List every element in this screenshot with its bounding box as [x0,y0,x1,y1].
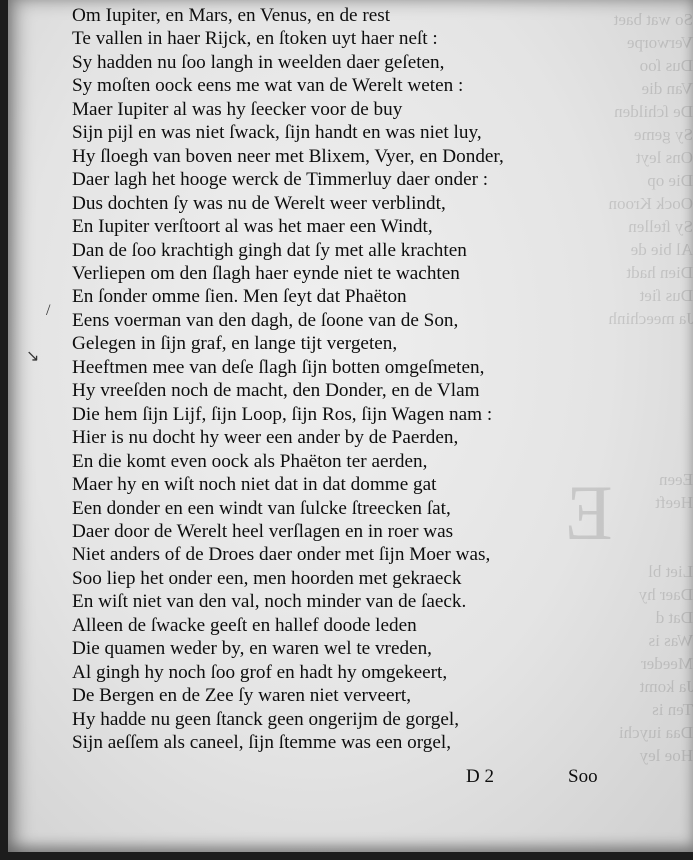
verse-line: Heeftmen mee van deſe ſlagh ſijn botten omgeſmeten, [72,356,485,378]
show-through-line [575,422,693,445]
show-through-line: Ja meechinh [608,309,693,328]
show-through-line: Van die [641,79,693,98]
show-through-line: Daa iuychi [618,723,693,742]
verse-line: Soo liep het onder een, men hoorden met gekraeck [72,567,462,589]
verse-line: Maer Iupiter al was hy ſeecker voor de buy [72,98,403,120]
signature-mark: D 2 [466,766,494,787]
show-through-line: Ons leyt [635,148,693,167]
show-through-text [575,0,693,852]
show-through-line: Sy ſtellen [628,217,693,236]
show-through-line: Dus ſiet [639,286,693,305]
verse-line: En die komt even oock als Phaëton ter aerden, [72,450,428,472]
margin-mark-slash: / [46,302,51,319]
show-through-line: Hoe ley [639,746,693,765]
verse-line: Sy hadden nu ſoo langh in weelden daer geſeten, [72,51,445,73]
verse-line: Verliepen om den ſlagh haer eynde niet te wachten [72,262,460,284]
verse-line: Hy ſloegh van boven neer met Blixem, Vyer, en Donder, [72,145,504,167]
verse-line: En Iupiter verſtoort al was het maer een Windt, [72,216,433,238]
verse-line: Daer lagh het hooge werck de Timmerluy daer onder : [72,169,489,191]
verse-line: Dan de ſoo krachtigh gingh dat ſy met alle krachten [72,239,467,261]
verse-line: Hier is nu docht hy weer een ander by de Paerden, [72,427,459,449]
verse-line: En wiſt niet van den val, noch minder van de ſaeck. [72,591,467,613]
show-through-line: Heeft [655,493,693,512]
verse-line: Sijn aeſſem als caneel, ſijn ſtemme was een orgel, [72,732,452,754]
show-through-line: Daer hy [638,585,693,604]
show-through-line: Was is [648,631,693,650]
verse-line: Die quamen weder by, en waren wel te vreden, [72,638,432,660]
verse-line: Sijn pijl en was niet ſwack, ſijn handt en was niet luy, [72,122,482,144]
show-through-line: Al bie de [630,240,693,259]
verse-line: Die hem ſijn Lijf, ſijn Loop, ſijn Ros, ſijn Wagen nam : [72,403,493,425]
verse-line: En ſonder omme ſien. Men ſeyt dat Phaëton [72,286,407,308]
show-through-initial-capital: E [565,469,613,556]
show-through-line: Verworpe [626,33,693,52]
verse-line: Gelegen in ſijn graf, en lange tijt vergeten, [72,333,398,355]
show-through-line [575,399,693,422]
poem-text [72,4,504,755]
show-through-line: Meeder [641,654,693,673]
verse-line: Al gingh hy noch ſoo grof en hadt hy omgekeert, [72,661,448,683]
verse-line: Een donder en een windt van ſulcke ſtreecken ſat, [72,497,451,519]
show-through-line: Eeen [659,470,693,489]
verse-line: Niet anders of de Droes daer onder met ſijn Moer was, [72,544,491,566]
catchword: Soo [568,766,598,787]
verse-line: Sy moſten oock eens me wat van de Werelt weten : [72,75,464,97]
book-page [8,0,693,852]
verse-line: Hy hadde nu geen ſtanck geen ongerijm de gorgel, [72,708,460,730]
show-through-line: De ſchilden [614,102,693,121]
verse-line: Alleen de ſwacke geeſt en hallef doode leden [72,614,417,636]
verse-line: Eens voerman van den dagh, de ſoone van de Son, [72,309,459,331]
show-through-line: So wat baet [613,10,693,29]
verse-line: Daer door de Werelt heel verſlagen en in roer was [72,520,454,542]
show-through-line: Dus ſoo [639,56,693,75]
show-through-line: Ten is [652,700,693,719]
verse-line: Maer hy en wiſt noch niet dat in dat domme gat [72,474,437,496]
show-through-line: Sy geme [633,125,693,144]
verse-line: Om Iupiter, en Mars, en Venus, en de rest [72,5,391,26]
show-through-line: Liet bl [648,562,693,581]
show-through-line: Oock Kroon [608,194,693,213]
show-through-line [575,330,693,353]
verse-line: De Bergen en de Zee ſy waren niet verveert, [72,685,411,707]
show-through-line: Ja komt [639,677,693,696]
verse-line: Hy vreeſden noch de macht, den Donder, en de Vlam [72,380,480,402]
show-through-line: Dat d [655,608,693,627]
show-through-line [575,376,693,399]
verse-line: Te vallen in haer Rijck, en ſtoken uyt haer neſt : [72,28,438,50]
show-through-line [575,445,693,468]
verse-line: Dus dochten ſy was nu de Werelt weer verblindt, [72,192,446,214]
show-through-line [575,353,693,376]
margin-mark-arrow: ↘ [26,348,40,365]
show-through-line: Die op [647,171,693,190]
show-through-line: Dien hadt [626,263,693,282]
